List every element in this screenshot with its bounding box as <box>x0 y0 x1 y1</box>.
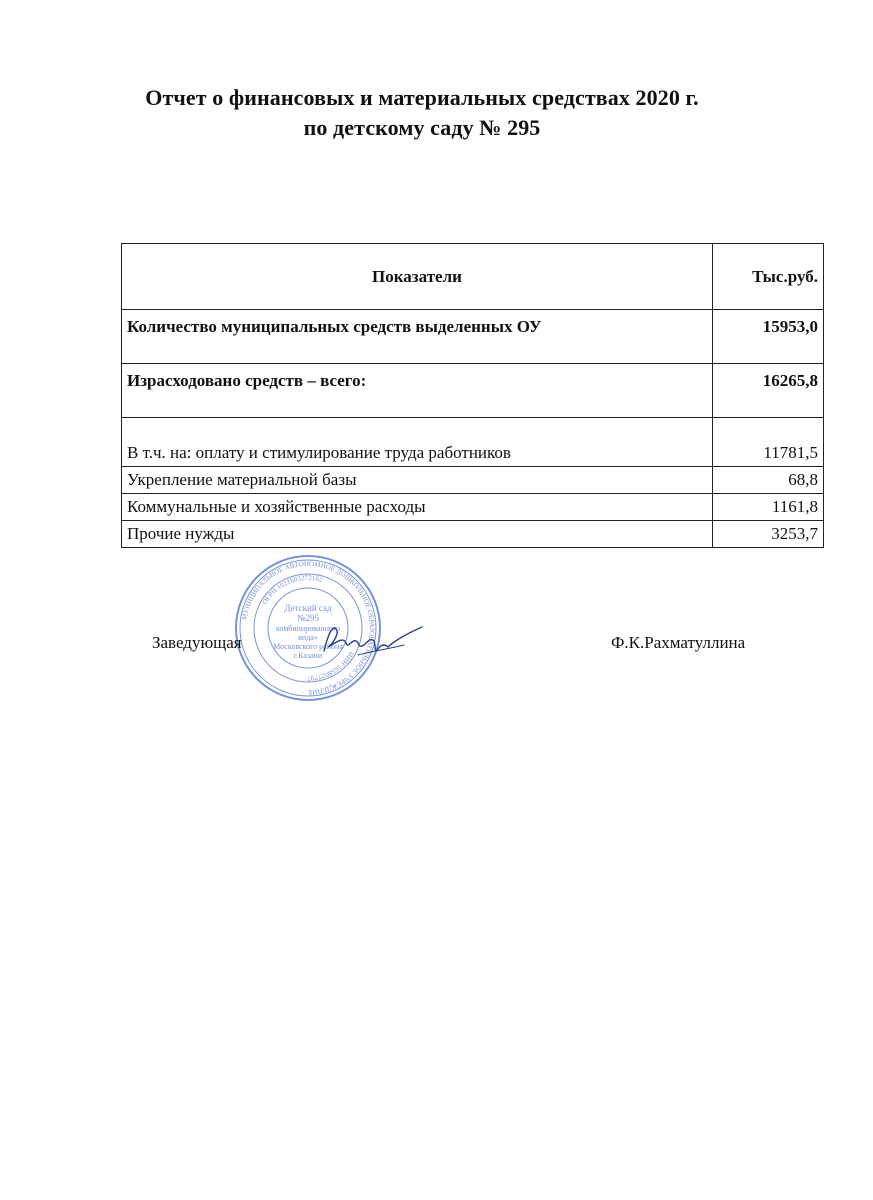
row-value: 68,8 <box>713 467 824 494</box>
table-header-row <box>122 244 824 310</box>
seal-ogrn: ОГРН 1021603272162 <box>260 573 324 606</box>
seal-center-line: Детский сад <box>284 603 332 613</box>
column-header-indicators: Показатели <box>122 244 713 310</box>
seal-center-line: вида» <box>298 633 318 642</box>
financial-report-table <box>121 243 824 548</box>
row-value: 16265,8 <box>713 364 824 418</box>
column-header-amount: Тыс.руб. <box>713 244 824 310</box>
seal-center-line: Московского района <box>273 642 343 651</box>
table-row <box>122 467 824 494</box>
row-label: Прочие нужды <box>122 521 713 548</box>
seal-center-line: комбинированного <box>275 624 341 633</box>
table-row <box>122 494 824 521</box>
seal-center-line: №295 <box>296 613 320 623</box>
row-value: 11781,5 <box>713 418 824 467</box>
table-row <box>122 418 824 467</box>
seal-center-line: г.Казани <box>293 651 323 660</box>
row-value: 15953,0 <box>713 310 824 364</box>
signatory-role: Заведующая <box>152 633 242 652</box>
row-label: Коммунальные и хозяйственные расходы <box>122 494 713 521</box>
seal-outer-text: МУНИЦИПАЛЬНОЕ АВТОНОМНОЕ ДОШКОЛЬНОЕ ОБРАЗОВАТЕЛЬНОЕ УЧРЕЖДЕНИЕ <box>240 559 377 697</box>
table-row <box>122 310 824 364</box>
table-row <box>122 364 824 418</box>
signatory-name: Ф.К.Рахматуллина <box>611 633 746 652</box>
row-label: Укрепление материальной базы <box>122 467 713 494</box>
row-label: Количество муниципальных средств выделенных ОУ <box>122 310 713 364</box>
row-value: 1161,8 <box>713 494 824 521</box>
row-label: В т.ч. на: оплату и стимулирование труда работников <box>122 418 713 467</box>
table-row <box>122 521 824 548</box>
row-label: Израсходовано средств – всего: <box>122 364 713 418</box>
handwritten-signature <box>318 615 428 665</box>
report-title: Отчет о финансовых и материальных средствах 2020 г. <box>145 85 699 110</box>
report-subtitle: по детскому саду № 295 <box>303 115 541 140</box>
seal-inn: ИНН 1658027797 <box>307 650 356 683</box>
row-value: 3253,7 <box>713 521 824 548</box>
